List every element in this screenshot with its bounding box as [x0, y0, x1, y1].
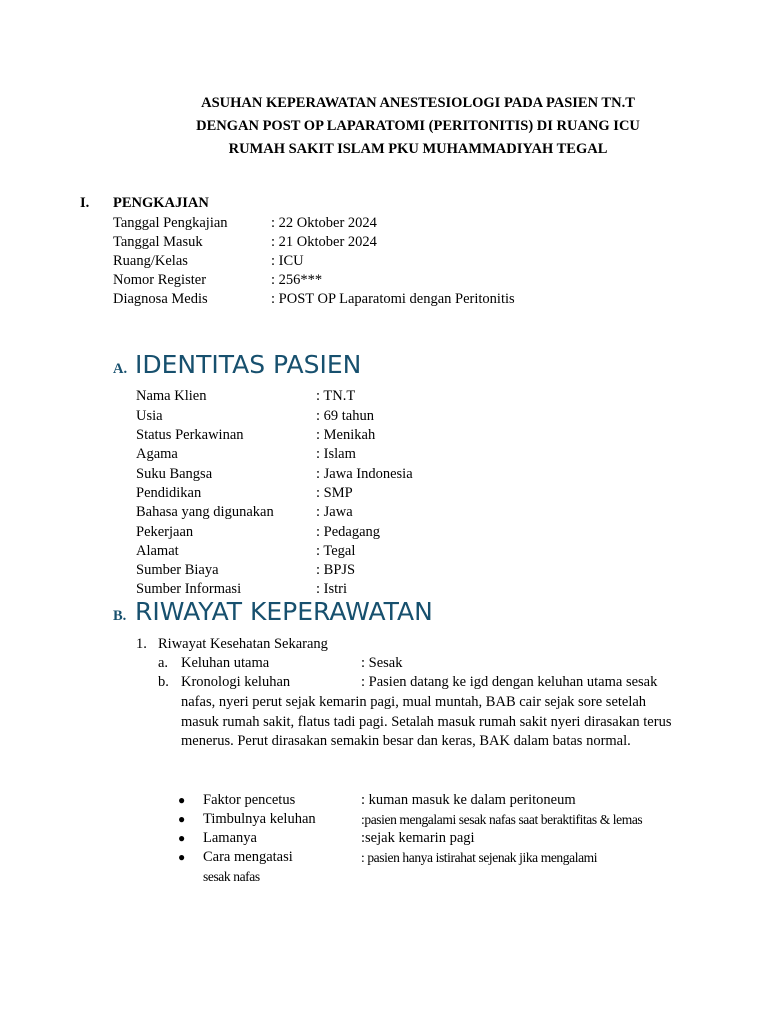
field-value: : Istri: [316, 581, 348, 597]
section-number: I.: [80, 195, 90, 211]
field-value: : POST OP Laparatomi dengan Peritonitis: [271, 291, 515, 307]
field-value: : TN.T: [316, 388, 356, 404]
heading-letter: A.: [113, 361, 128, 377]
heading-identitas-pasien: [113, 350, 361, 379]
field-label: Diagnosa Medis: [113, 291, 208, 307]
heading-text: RIWAYAT KEPERAWATAN: [135, 597, 433, 626]
title-line-3: RUMAH SAKIT ISLAM PKU MUHAMMADIYAH TEGAL: [228, 141, 608, 157]
bullet-label: Timbulnya keluhan: [203, 811, 316, 827]
list-item-1-number: 1.: [136, 636, 147, 652]
field-label: Bahasa yang digunakan: [136, 504, 274, 520]
sub-item-a-marker: a.: [158, 655, 169, 671]
field-value: : 21 Oktober 2024: [271, 234, 377, 250]
field-value: : Pedagang: [316, 524, 381, 540]
field-label: Pekerjaan: [136, 524, 194, 540]
field-label: Pendidikan: [136, 485, 202, 501]
sub-item-b-label: Kronologi keluhan: [181, 674, 291, 690]
field-label: Status Perkawinan: [136, 427, 244, 443]
sub-item-a-value: : Sesak: [361, 655, 403, 671]
bullet-label: Lamanya: [203, 830, 257, 846]
field-value: : ICU: [271, 253, 304, 269]
sub-item-b-paragraph: nafas, nyeri perut sejak kemarin pagi, mual muntah, BAB cair sejak sore setelah masuk rumah sakit, flatus tadi pagi. Setalah masuk rumah sakit nyeri dirasakan terus menerus. Perut dirasakan semakin besar dan keras, BAK dalam batas normal.: [181, 694, 672, 749]
field-value: : Tegal: [316, 543, 356, 559]
title-line-2: DENGAN POST OP LAPARATOMI (PERITONITIS) DI RUANG ICU: [196, 118, 640, 134]
field-value: : SMP: [316, 485, 353, 501]
field-label: Suku Bangsa: [136, 466, 213, 482]
field-value: : Jawa: [316, 504, 353, 520]
bullet-icon: ●: [178, 831, 186, 845]
field-value: : BPJS: [316, 562, 356, 578]
bullet-value: :sejak kemarin pagi: [361, 830, 475, 846]
bullet-icon: ●: [178, 850, 186, 864]
bullet-value: :pasien mengalami sesak nafas saat beraktifitas & lemas: [361, 812, 643, 827]
field-value: : 69 tahun: [316, 408, 374, 424]
field-label: Sumber Informasi: [136, 581, 242, 597]
bullet-icon: ●: [178, 812, 186, 826]
bullet-value: : kuman masuk ke dalam peritoneum: [361, 792, 576, 808]
heading-text: IDENTITAS PASIEN: [135, 350, 362, 379]
section-title: PENGKAJIAN: [113, 195, 209, 211]
field-label: Ruang/Kelas: [113, 253, 188, 269]
field-label: Agama: [136, 446, 178, 462]
title-line-1: ASUHAN KEPERAWATAN ANESTESIOLOGI PADA PASIEN TN.T: [201, 95, 635, 111]
bullet-label: Faktor pencetus: [203, 792, 296, 808]
field-label: Tanggal Pengkajian: [113, 215, 228, 231]
bullet-value-continued: sesak nafas: [203, 869, 260, 884]
field-value: : Menikah: [316, 427, 376, 443]
sub-item-b-value: : Pasien datang ke igd dengan keluhan utama sesak: [361, 674, 658, 690]
field-label: Usia: [136, 408, 163, 424]
heading-letter: B.: [113, 608, 127, 624]
field-label: Tanggal Masuk: [113, 234, 203, 250]
field-label: Nomor Register: [113, 272, 207, 288]
field-value: : 22 Oktober 2024: [271, 215, 377, 231]
field-label: Nama Klien: [136, 388, 207, 404]
field-label: Sumber Biaya: [136, 562, 219, 578]
field-value: : Jawa Indonesia: [316, 466, 413, 482]
bullet-icon: ●: [178, 793, 186, 807]
field-value: : 256***: [271, 272, 323, 288]
bullet-label: Cara mengatasi: [203, 849, 293, 865]
field-label: Alamat: [136, 543, 179, 559]
sub-item-a-label: Keluhan utama: [181, 655, 270, 671]
list-item-1-label: Riwayat Kesehatan Sekarang: [158, 636, 328, 652]
heading-riwayat-keperawatan: [113, 597, 433, 626]
sub-item-b-marker: b.: [158, 674, 169, 690]
document-title: [0, 92, 768, 161]
field-value: : Islam: [316, 446, 356, 462]
bullet-value: : pasien hanya istirahat sejenak jika mengalami: [361, 850, 598, 865]
